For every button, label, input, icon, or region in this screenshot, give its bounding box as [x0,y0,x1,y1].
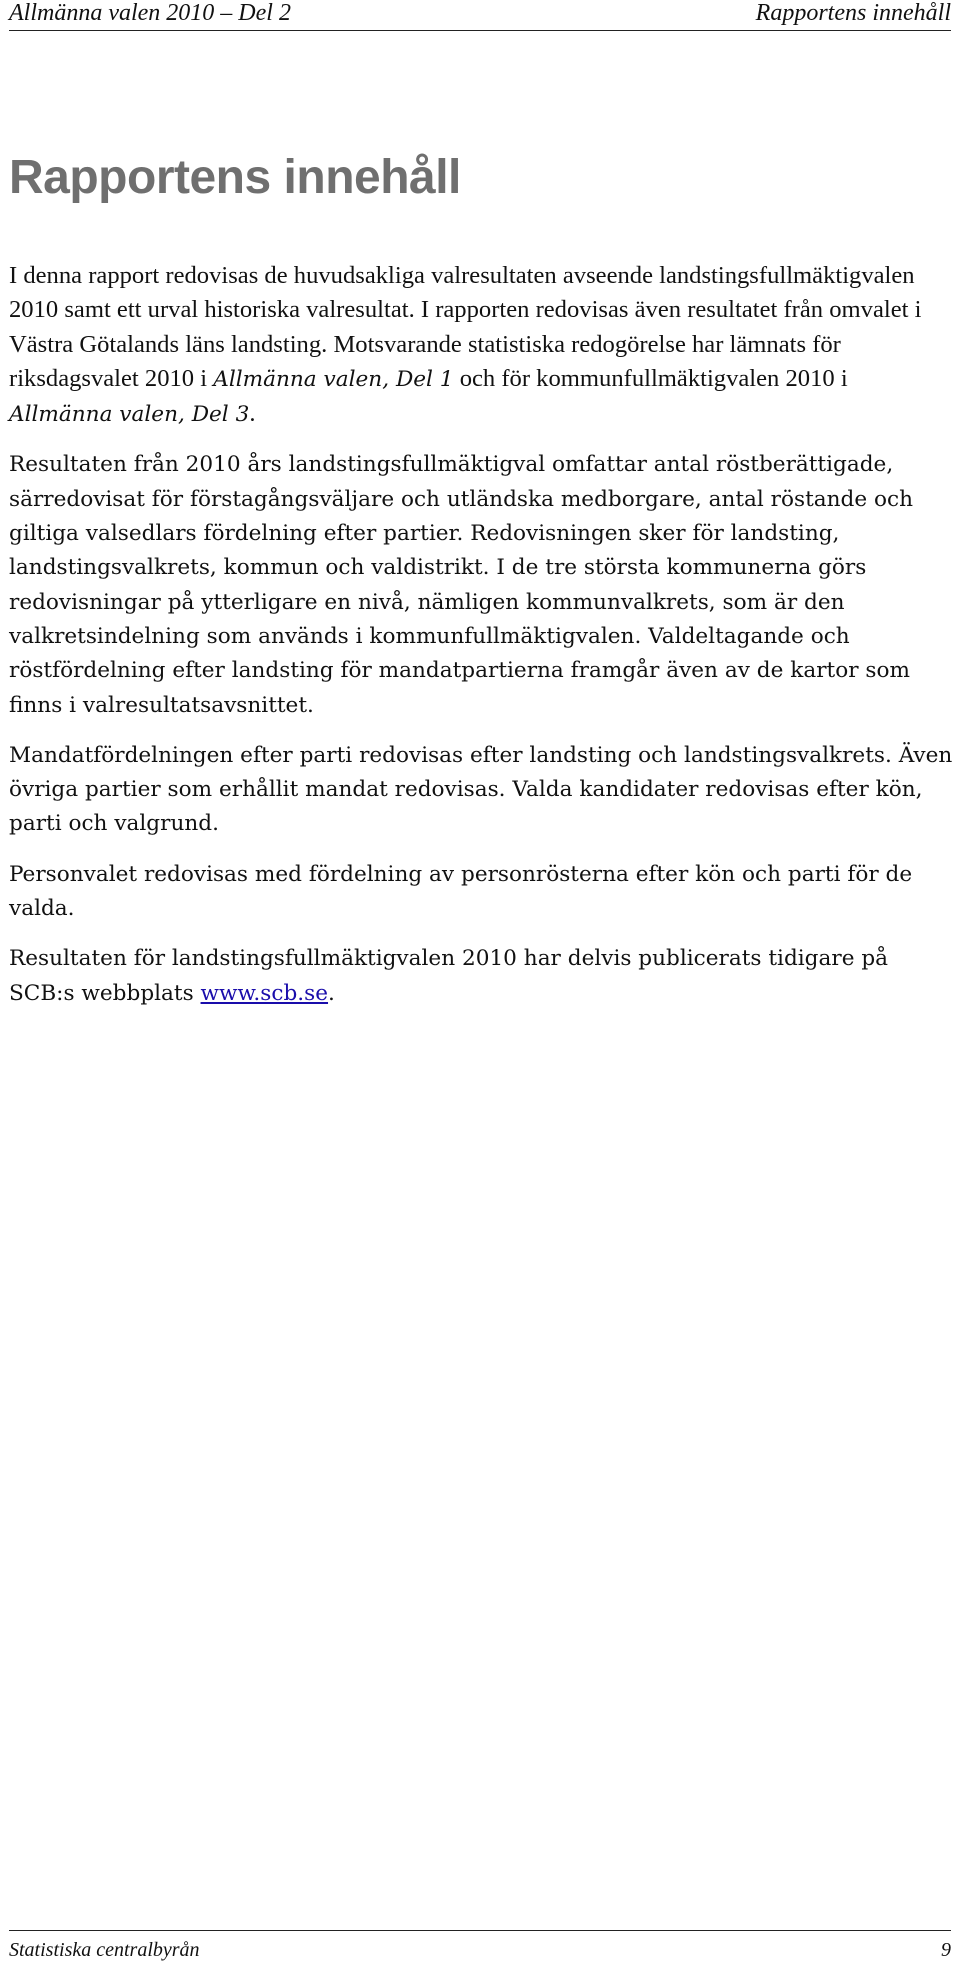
header-section-title: Rapportens innehåll [755,0,951,26]
paragraph-publication-end: . [328,980,335,1006]
paragraph-mandates: Mandatfördelningen efter parti redovisas efter landsting och landstingsvalkrets. Även övriga partier som erhållit mandat redovisas. Valda kandidater redovisas efter kön, parti och valgrund. [9,742,953,837]
paragraph-publication-text: Resultaten för landstingsfullmäktigvalen 2010 har delvis publicerats tidigare på SCB:s webbplats [9,946,889,1006]
paragraph-intro-end: . [249,400,256,428]
header-publication-title: Allmänna valen 2010 – Del 2 [9,0,291,26]
paragraph-publication [9,942,954,1011]
reference-del-3: Allmänna valen, Del 3 [9,402,250,428]
running-footer [9,1930,951,1965]
footer-publisher: Statistiska centralbyrån [9,1939,200,1961]
page-title: Rapportens innehåll [9,151,461,204]
scb-website-link[interactable]: www.scb.se [200,980,329,1006]
paragraph-results: Resultaten från 2010 års landstingsfullmäktigval omfattar antal röstberättigade, särredovisat för förstagångsväljare och utländska medborgare, antal röstande och giltiga valsedlars fördelning efter partier. Redovisningen sker för landsting, landstingsvalkrets, kommun och valdistrikt. I de tre största kommunerna görs redovisningar på ytterligare en nivå, nämligen kommunvalkrets, som är den valkretsindelning som används i kommunfullmäktigvalen. Valdeltagande och röstfördelning efter landsting för mandatpartierna framgår även av de kartor som finns i valresultatsavsnittet. [9,452,914,718]
page-number: 9 [941,1939,951,1961]
paragraph-intro-text-2: och för kommunfullmäktigvalen 2010 i [453,364,848,392]
paragraph-intro-text: I denna rapport redovisas de huvudsakliga valresultaten avseende landstingsfullmäktigvalen 2010 samt ett urval historiska valresultat. I rapporten redovisas även resultatet från omvalet i Västra Götalands läns landsting. Motsvarande statistiska redogörelse har lämnats för riksdagsvalet 2010 i [9,262,922,392]
reference-del-1: Allmänna valen, Del 1 [213,366,454,392]
paragraph-personal-vote: Personvalet redovisas med fördelning av personrösterna efter kön och parti för de valda. [9,861,913,922]
running-header [9,0,951,31]
body-text [9,259,954,1027]
paragraph-intro [9,259,954,432]
